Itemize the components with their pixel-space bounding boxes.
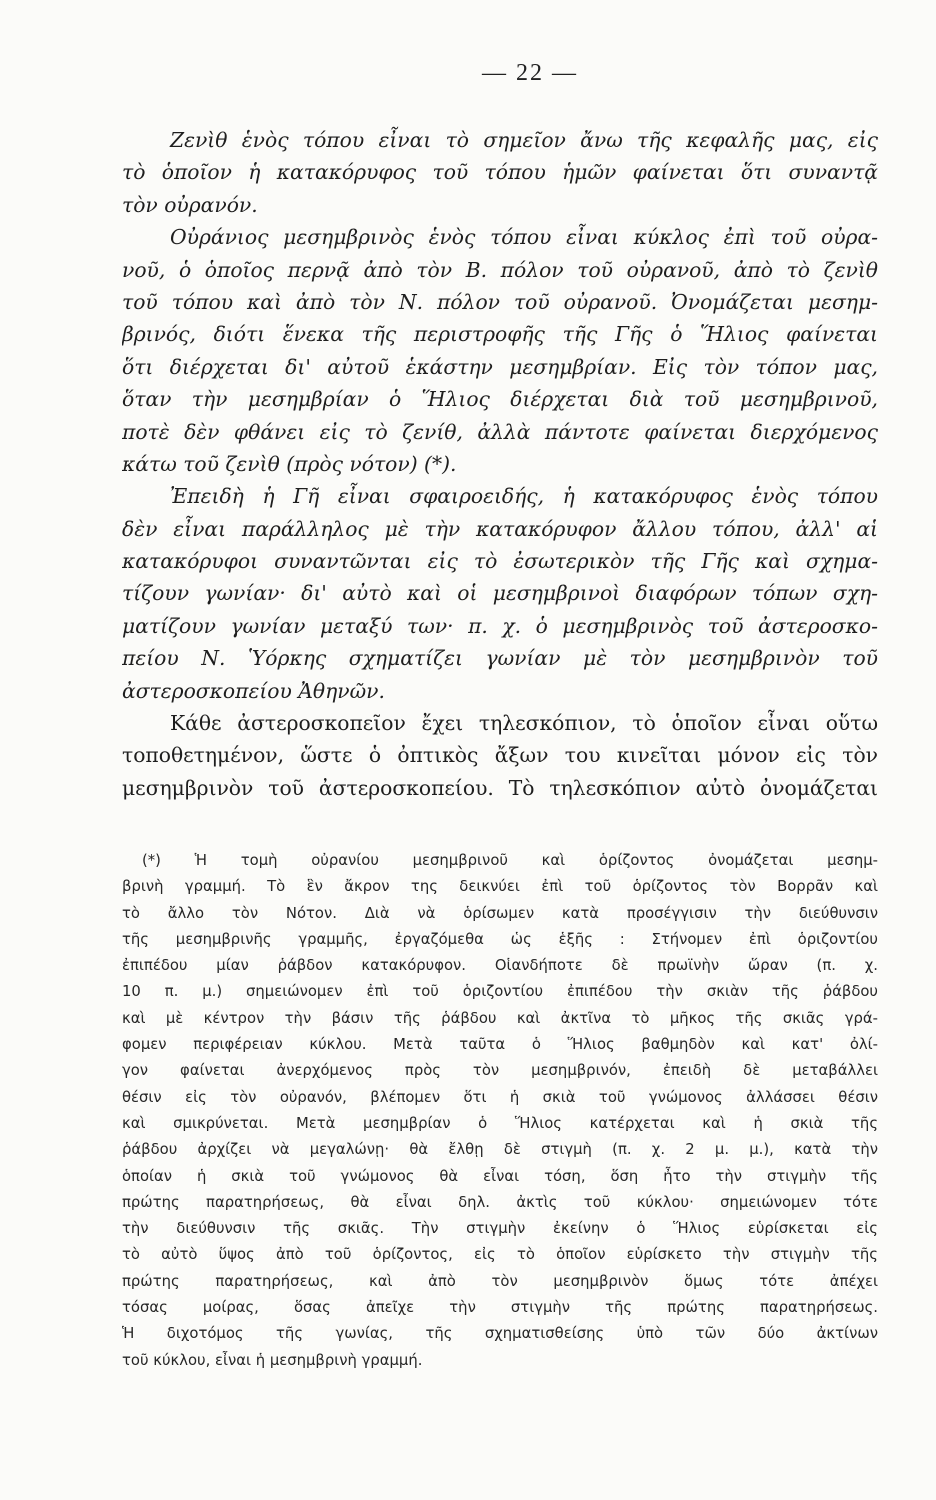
- footnote-line: τόσας μοίρας, ὅσας ἀπεῖχε τὴν στιγμὴν τῆς πρώτης παρατηρήσεως.: [122, 1299, 878, 1317]
- footnote-line: βρινὴ γραμμή. Τὸ ἓν ἄκρον της δεικνύει ἐπὶ τοῦ ὁρίζοντος τὸν Βορρᾶν καὶ: [122, 878, 878, 896]
- text-line: Ζενὶθ ἑνὸς τόπου εἶναι τὸ σημεῖον ἄνω τῆς κεφαλῆς μας, εἰς: [170, 128, 878, 152]
- text-line: πείου Ν. Ὑόρκης σχηματίζει γωνίαν μὲ τὸν μεσημβρινὸν τοῦ: [122, 646, 878, 671]
- text-line: Οὐράνιος μεσημβρινὸς ἑνὸς τόπου εἶναι κύκλος ἐπὶ τοῦ οὐρα-: [170, 225, 878, 250]
- text-line: ἀστεροσκοπείου Ἀθηνῶν.: [122, 678, 385, 703]
- text-line: τίζουν γωνίαν· δι' αὐτὸ καὶ οἱ μεσημβρινοὶ διαφόρων τόπων σχη-: [122, 581, 878, 606]
- footnote-line: τὴν διεύθυνσιν τῆς σκιᾶς. Τὴν στιγμὴν ἐκείνην ὁ Ἥλιος εὑρίσκεται εἰς: [122, 1220, 878, 1238]
- footnote-line: 10 π. μ.) σημειώνομεν ἐπὶ τοῦ ὁριζοντίου ἐπιπέδου τὴν σκιὰν τῆς ῥάβδου: [122, 983, 878, 1001]
- footnote-line: καὶ σμικρύνεται. Μετὰ μεσημβρίαν ὁ Ἥλιος κατέρχεται καὶ ἡ σκιὰ τῆς: [122, 1114, 878, 1132]
- footnote-line: πρώτης παρατηρήσεως, καὶ ἀπὸ τὸν μεσημβρινὸν ὅμως τότε ἀπέχει: [122, 1272, 878, 1290]
- text-line: ποτὲ δὲν φθάνει εἰς τὸ ζενίθ, ἀλλὰ πάντοτε φαίνεται διερχόμενος: [122, 419, 878, 444]
- text-line: ὅταν τὴν μεσημβρίαν ὁ Ἥλιος διέρχεται διὰ τοῦ μεσημβρινοῦ,: [122, 387, 878, 412]
- text-line: τοῦ τόπου καὶ ἀπὸ τὸν Ν. πόλον τοῦ οὐρανοῦ. Ὀνομάζεται μεσημ-: [122, 289, 878, 314]
- text-line: δὲν εἶναι παράλληλος μὲ τὴν κατακόρυφον ἄλλου τόπου, ἀλλ' αἱ: [122, 516, 878, 541]
- text-line: Ἐπειδὴ ἡ Γῆ εἶναι σφαιροειδής, ἡ κατακόρυφος ἑνὸς τόπου: [170, 484, 878, 509]
- text-line: ὅτι διέρχεται δι' αὐτοῦ ἑκάστην μεσημβρίαν. Εἰς τὸν τόπον μας,: [122, 354, 878, 379]
- text-line: μεσημβρινὸν τοῦ ἀστεροσκοπείου. Τὸ τηλεσκόπιον αὐτὸ ὀνομάζεται: [122, 775, 878, 800]
- text-line: νοῦ, ὁ ὁποῖος περνᾷ ἀπὸ τὸν Β. πόλον τοῦ οὐρανοῦ, ἀπὸ τὸ ζενὶθ: [122, 257, 878, 282]
- footnote: [122, 848, 878, 1374]
- text-line: ματίζουν γωνίαν μεταξύ των· π. χ. ὁ μεσημβρινὸς τοῦ ἀστεροσκο-: [122, 613, 878, 638]
- footnote-line: τῆς μεσημβρινῆς γραμμῆς, ἐργαζόμεθα ὡς ἑξῆς : Στήνομεν ἐπὶ ὁριζοντίου: [122, 930, 878, 948]
- text-line: βρινός, διότι ἕνεκα τῆς περιστροφῆς τῆς Γῆς ὁ Ἥλιος φαίνεται: [122, 322, 878, 347]
- text-line: τὸν οὐρανόν.: [122, 192, 258, 217]
- footnote-line: τοῦ κύκλου, εἶναι ἡ μεσημβρινὴ γραμμή.: [122, 1351, 423, 1369]
- text-line: κατακόρυφοι συναντῶνται εἰς τὸ ἐσωτερικὸν τῆς Γῆς καὶ σχημα-: [122, 549, 878, 574]
- footnote-line: Ἡ διχοτόμος τῆς γωνίας, τῆς σχηματισθείσης ὑπὸ τῶν δύο ἀκτίνων: [122, 1325, 878, 1343]
- footnote-line: ὁποίαν ἡ σκιὰ τοῦ γνώμονος θὰ εἶναι τόση, ὅση ἦτο τὴν στιγμὴν τῆς: [122, 1167, 878, 1185]
- footnote-line: πρώτης παρατηρήσεως, θὰ εἶναι δηλ. ἀκτὶς τοῦ κύκλου· σημειώνομεν τότε: [122, 1193, 878, 1211]
- text-line: Κάθε ἀστεροσκοπεῖον ἔχει τηλεσκόπιον, τὸ ὁποῖον εἶναι οὕτω: [170, 711, 878, 736]
- footnote-line: γον φαίνεται ἀνερχόμενος πρὸς τὸν μεσημβρινόν, ἐπειδὴ δὲ μεταβάλλει: [122, 1062, 878, 1080]
- main-text: [122, 124, 878, 804]
- footnote-line: καὶ μὲ κέντρον τὴν βάσιν τῆς ῥάβδου καὶ ἀκτῖνα τὸ μῆκος τῆς σκιᾶς γρά-: [122, 1009, 878, 1027]
- page-number: — 22 —: [482, 60, 578, 86]
- footnote-line: τὸ ἄλλο τὸν Νότον. Διὰ νὰ ὁρίσωμεν κατὰ προσέγγισιν τὴν διεύθυνσιν: [122, 904, 878, 922]
- footnote-line: τὸ αὐτὸ ὕψος ἀπὸ τοῦ ὁρίζοντος, εἰς τὸ ὁποῖον εὑρίσκετο τὴν στιγμὴν τῆς: [122, 1246, 878, 1264]
- footnote-line: ἐπιπέδου μίαν ῥάβδον κατακόρυφον. Οἱανδήποτε δὲ πρωϊνὴν ὥραν (π. χ.: [122, 957, 878, 975]
- text-line: τοποθετημένον, ὥστε ὁ ὀπτικὸς ἄξων του κινεῖται μόνον εἰς τὸν: [122, 743, 878, 768]
- text-line: κάτω τοῦ ζενὶθ (πρὸς νότον) (*).: [122, 451, 457, 476]
- footnote-line: (*) Ἡ τομὴ οὐρανίου μεσημβρινοῦ καὶ ὁρίζοντος ὀνομάζεται μεσημ-: [142, 852, 878, 869]
- footnote-line: φομεν περιφέρειαν κύκλου. Μετὰ ταῦτα ὁ Ἥλιος βαθμηδὸν καὶ κατ' ὀλί-: [122, 1036, 878, 1054]
- text-line: τὸ ὁποῖον ἡ κατακόρυφος τοῦ τόπου ἡμῶν φαίνεται ὅτι συναντᾷ: [122, 160, 878, 185]
- footnote-line: θέσιν εἰς τὸν οὐρανόν, βλέπομεν ὅτι ἡ σκιὰ τοῦ γνώμονος ἀλλάσσει θέσιν: [122, 1088, 878, 1106]
- footnote-line: ῥάβδου ἀρχίζει νὰ μεγαλώνῃ· θὰ ἔλθῃ δὲ στιγμὴ (π. χ. 2 μ. μ.), κατὰ τὴν: [122, 1141, 878, 1159]
